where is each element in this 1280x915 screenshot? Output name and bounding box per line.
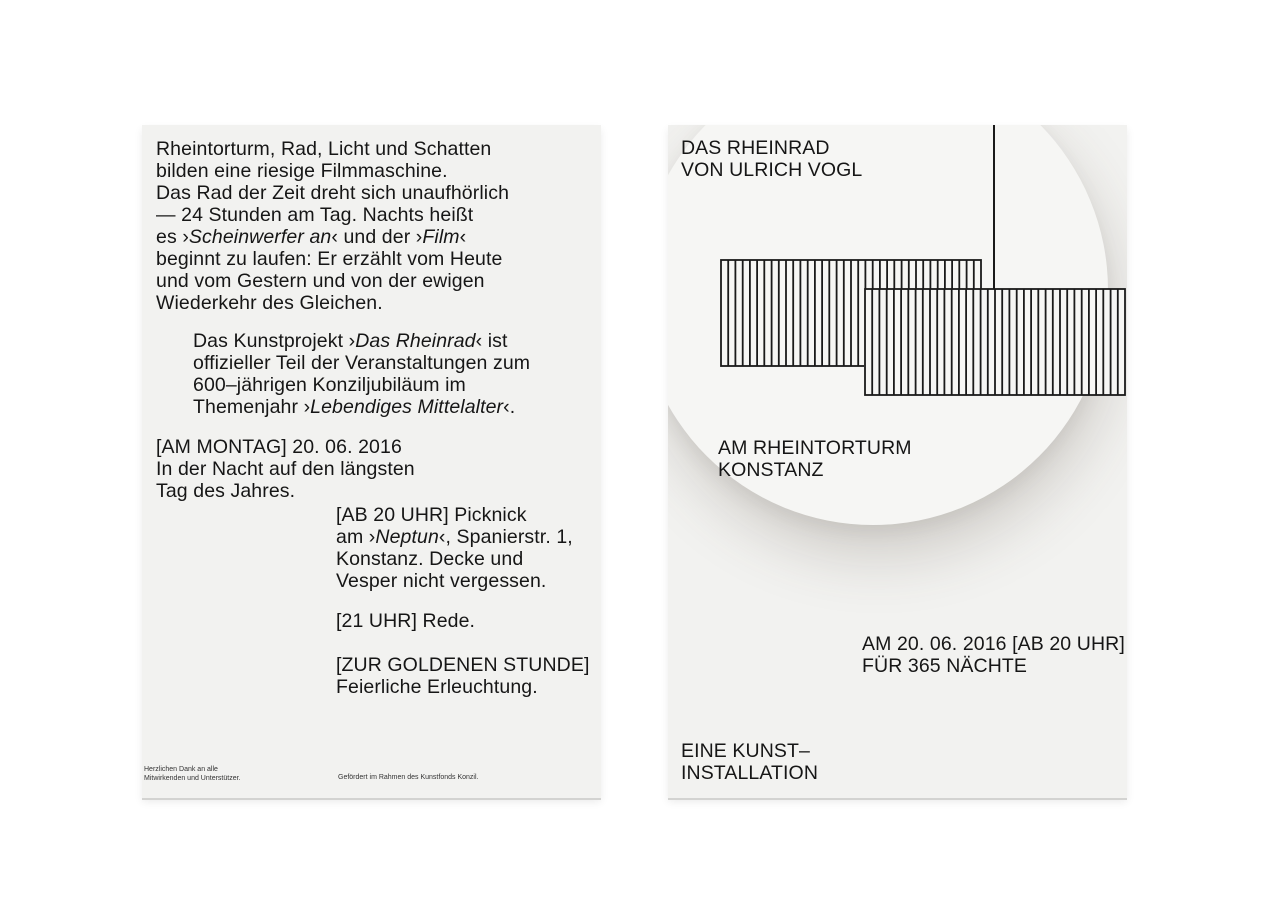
project-line: Das Kunstprojekt ›Das Rheinrad‹ ist (193, 330, 508, 352)
date-line: Tag des Jahres. (156, 480, 296, 502)
speech-line: [21 UHR] Rede. (336, 610, 476, 632)
intro-line: Wiederkehr des Gleichen. (156, 292, 383, 314)
location-line: AM RHEINTORTURM (718, 437, 912, 459)
title-text (681, 137, 862, 181)
project-line: Themenjahr ›Lebendiges Mittelalter‹. (193, 396, 516, 418)
intro-line: bilden eine riesige Filmmaschine. (156, 160, 448, 182)
intro-line: Das Rad der Zeit dreht sich unaufhörlich (156, 182, 510, 204)
thanks-note: Herzlichen Dank an alle Mitwirkenden und Unterstützer. (144, 766, 241, 782)
date-text (156, 436, 415, 502)
intro-line: beginnt zu laufen: Er erzählt vom Heute (156, 248, 503, 270)
title-line: VON ULRICH VOGL (681, 159, 863, 181)
installation-line: INSTALLATION (681, 762, 819, 784)
intro-line: Rheintorturm, Rad, Licht und Schatten (156, 138, 492, 160)
project-text (193, 330, 530, 418)
location-text (718, 437, 912, 481)
project-line: offizieller Teil der Veranstaltungen zum (193, 352, 531, 374)
dates-line: FÜR 365 NÄCHTE (862, 655, 1028, 677)
location-line: KONSTANZ (718, 459, 824, 481)
picnic-line: Vesper nicht vergessen. (336, 570, 547, 592)
intro-line: — 24 Stunden am Tag. Nachts heißt (156, 204, 474, 226)
picnic-line: am ›Neptun‹, Spanierstr. 1, (336, 526, 573, 548)
picnic-line: Konstanz. Decke und (336, 548, 524, 570)
picnic-line: [AB 20 UHR] Picknick (336, 504, 527, 526)
picnic-text (336, 504, 573, 592)
golden-line: Feierliche Erleuchtung. (336, 676, 538, 698)
intro-line: es ›Scheinwerfer an‹ und der ›Film‹ (156, 226, 467, 248)
speech-text (336, 610, 475, 632)
installation-line: EINE KUNST– (681, 740, 810, 762)
funding-note: Gefördert im Rahmen des Kunstfonds Konzil. (338, 774, 479, 781)
project-line: 600–jährigen Konziljubiläum im (193, 374, 466, 396)
flyer-front-card (668, 125, 1127, 798)
date-line: [AM MONTAG] 20. 06. 2016 (156, 436, 402, 458)
intro-line: und vom Gestern und von der ewigen (156, 270, 485, 292)
intro-text (156, 138, 509, 314)
date-line: In der Nacht auf den längsten (156, 458, 415, 480)
title-line: DAS RHEINRAD (681, 137, 830, 159)
dates-text (862, 633, 1125, 677)
golden-hour-text (336, 654, 589, 698)
dates-line: AM 20. 06. 2016 [AB 20 UHR] (862, 633, 1125, 655)
golden-line: [ZUR GOLDENEN STUNDE] (336, 654, 590, 676)
flyer-back-card (142, 125, 601, 798)
installation-text (681, 740, 818, 784)
